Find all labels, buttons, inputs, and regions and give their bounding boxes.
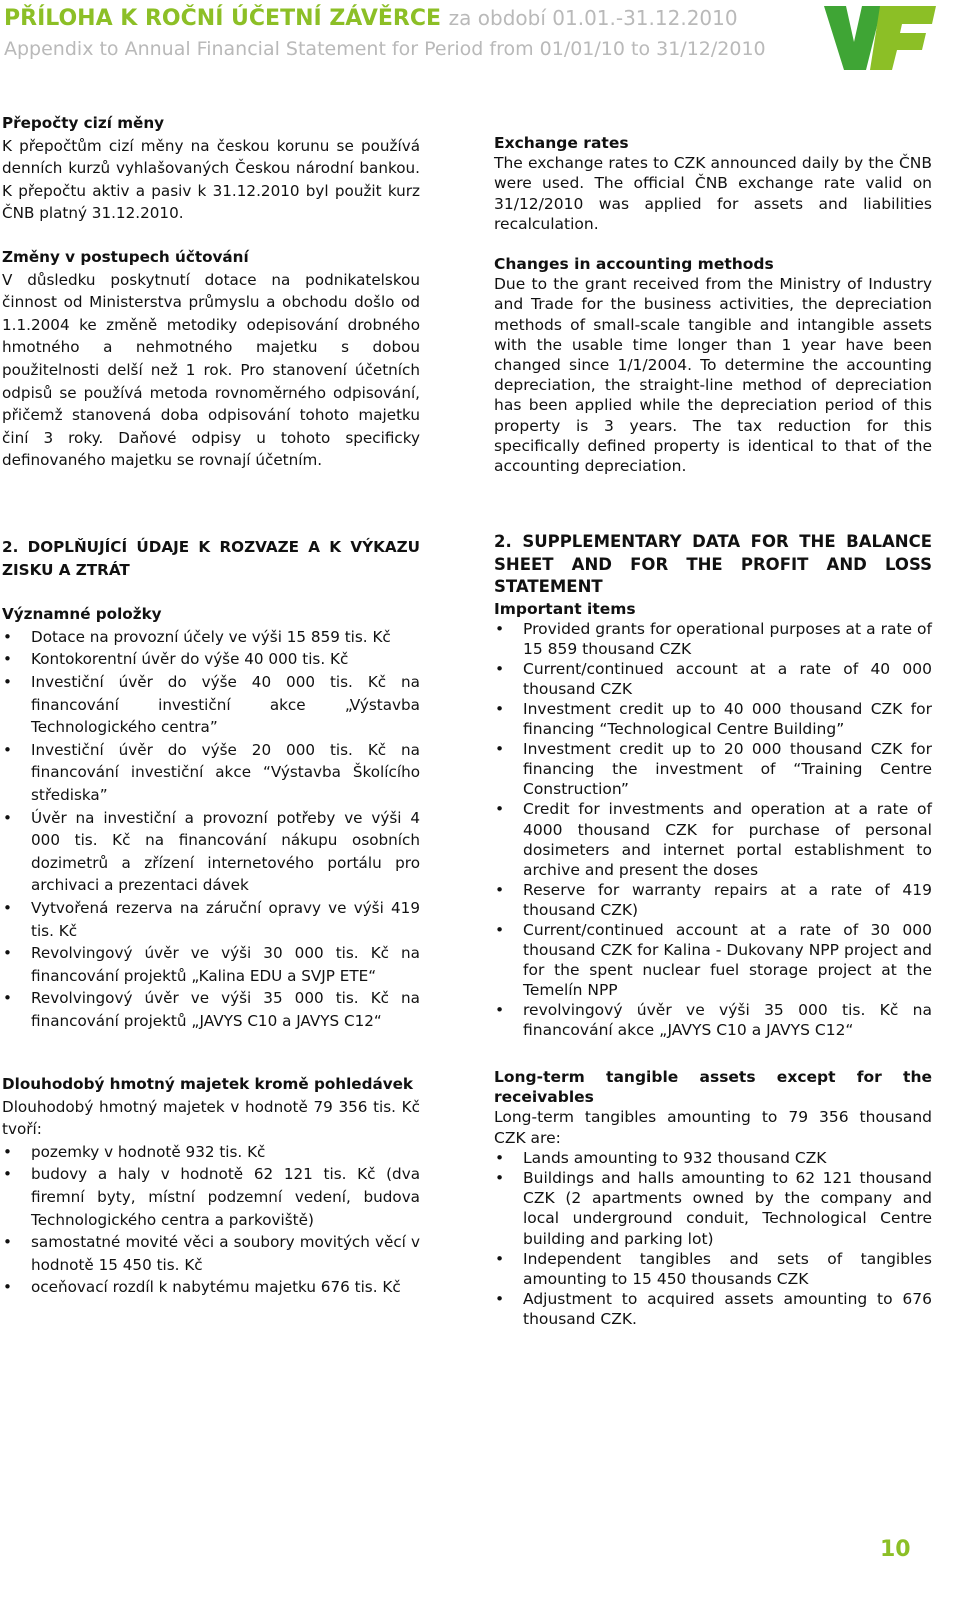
list-item: • Vytvořená rezerva na záruční opravy ve výši 419 tis. Kč (2, 897, 420, 942)
left-section2 (2, 536, 420, 1032)
right-longterm-list (494, 1148, 932, 1330)
right-exchange-block (494, 133, 932, 234)
list-item: • Lands amounting to 932 thousand CZK (494, 1148, 932, 1168)
list-item: • Úvěr na investiční a provozní potřeby ve výši 4 000 tis. Kč na financování nákupu osobních dozimetrů a zřízení internetového portálu pro archivaci a prezentaci dávek (2, 807, 420, 897)
right-section2-heading: 2. SUPPLEMENTARY DATA FOR THE BALANCE SHEET AND FOR THE PROFIT AND LOSS STATEMENT (494, 532, 932, 596)
list-item: • Adjustment to acquired assets amounting to 676 thousand CZK. (494, 1289, 932, 1329)
list-item: • revolvingový úvěr ve výši 35 000 tis. Kč na financování akce „JAVYS C10 a JAVYS C12“ (494, 1000, 932, 1040)
right-changes-block (494, 254, 932, 476)
left-exchange-block (2, 112, 420, 225)
right-longterm-intro: Long-term tangibles amounting to 79 356 thousand CZK are: (494, 1108, 932, 1147)
list-item: • Reserve for warranty repairs at a rate of 419 thousand CZK) (494, 880, 932, 920)
list-item: • Revolvingový úvěr ve výši 35 000 tis. Kč na financování projektů „JAVYS C10 a JAVYS C12“ (2, 987, 420, 1032)
right-important-items-list (494, 619, 932, 1041)
right-exchange-heading: Exchange rates (494, 134, 629, 152)
list-item: • Buildings and halls amounting to 62 121 thousand CZK (2 apartments owned by the company and local underground conduit, Technological Centre building and parking lot) (494, 1168, 932, 1249)
list-item: • Current/continued account at a rate of 40 000 thousand CZK (494, 659, 932, 699)
left-longterm-list (2, 1141, 420, 1299)
list-item: • Investiční úvěr do výše 20 000 tis. Kč na financování investiční akce “Výstavba Školícího střediska” (2, 739, 420, 807)
list-item: • Investment credit up to 40 000 thousand CZK for financing “Technological Centre Building” (494, 699, 932, 739)
list-item: • Revolvingový úvěr ve výši 30 000 tis. Kč na financování projektů „Kalina EDU a SVJP ETE“ (2, 942, 420, 987)
left-exchange-text: K přepočtům cizí měny na českou korunu se používá denních kurzů vyhlašovaných Českou národní bankou. K přepočtu aktiv a pasiv k 31.12.2010 byl použit kurz ČNB platný 31.12.2010. (2, 136, 420, 223)
right-section2 (494, 531, 932, 1041)
list-item: • samostatné movité věci a soubory movitých věcí v hodnotě 15 450 tis. Kč (2, 1231, 420, 1276)
left-section2-subheading: Významné položky (2, 605, 162, 624)
right-changes-text: Due to the grant received from the Ministry of Industry and Trade for the business activities, the depreciation methods of small-scale tangible and intangible assets with the usable time longer than 1 year have been changed since 1/1/2004. To determine the accounting depreciation, the straight-line method of depreciation has been applied while the depreciation period of this property is 3 years. The tax reduction for this specifically defined property is identical to that of the accounting depreciation. (494, 275, 932, 476)
list-item: • Current/continued account at a rate of 30 000 thousand CZK for Kalina - Dukovany NPP project and for the spent nuclear fuel storage project at the Temelín NPP (494, 920, 932, 1000)
title-en: Appendix to Annual Financial Statement for Period from 01/01/10 to 31/12/2010 (4, 38, 766, 60)
left-longterm-block (2, 1073, 420, 1299)
left-changes-text: V důsledku poskytnutí dotace na podnikatelskou činnost od Ministerstva průmyslu a obchodu došlo od 1.1.2004 ke změně metodiky odepisování drobného hmotného a nehmotného majetku s dobou použitelnosti delší než 1 rok. Pro stanovení účetních odpisů se používá metoda rovnoměrného odpisování, přičemž stanovená doba odpisování tohoto majetku činí 3 roky. Daňové odpisy u tohoto specificky definovaného majetku se rovnají účetním. (2, 270, 420, 470)
list-item: • Dotace na provozní účely ve výši 15 859 tis. Kč (2, 626, 420, 649)
left-important-items-list (2, 626, 420, 1033)
list-item: • Provided grants for operational purposes at a rate of 15 859 thousand CZK (494, 619, 932, 659)
right-exchange-text: The exchange rates to CZK announced daily by the ČNB were used. The official ČNB exchange rate valid on 31/12/2010 was applied for assets and liabilities recalculation. (494, 154, 932, 233)
list-item: • Independent tangibles and sets of tangibles amounting to 15 450 thousands CZK (494, 1249, 932, 1289)
left-longterm-heading: Dlouhodobý hmotný majetek kromě pohledávek (2, 1075, 414, 1093)
list-item: • Credit for investments and operation at a rate of 4000 thousand CZK for purchase of personal dosimeters and internet portal establishment to archive and present the doses (494, 799, 932, 879)
list-item: • Investiční úvěr do výše 40 000 tis. Kč na financování investiční akce „Výstavba Technologického centra” (2, 671, 420, 739)
list-item: • pozemky v hodnotě 932 tis. Kč (2, 1141, 420, 1164)
page-number: 10 (880, 1537, 911, 1562)
left-section2-heading: 2. DOPLŇUJÍCÍ ÚDAJE K ROZVAZE A K VÝKAZU ZISKU A ZTRÁT (2, 538, 420, 579)
left-longterm-intro: Dlouhodobý hmotný majetek v hodnotě 79 356 tis. Kč tvoří: (2, 1097, 420, 1139)
document-title (4, 6, 738, 31)
left-changes-heading: Změny v postupech účtování (2, 248, 249, 266)
list-item: • Kontokorentní úvěr do výše 40 000 tis. Kč (2, 648, 420, 671)
left-exchange-heading: Přepočty cizí měny (2, 114, 165, 132)
vf-logo (820, 2, 940, 74)
list-item: • Investment credit up to 20 000 thousand CZK for financing the investment of “Training Centre Construction” (494, 739, 932, 799)
left-changes-block (2, 246, 420, 472)
period-cz: za období 01.01.-31.12.2010 (448, 6, 738, 30)
right-section2-subheading: Important items (494, 599, 636, 618)
title-cz: PŘÍLOHA K ROČNÍ ÚČETNÍ ZÁVĚRCE (4, 6, 441, 31)
right-longterm-heading: Long-term tangible assets except for the receivables (494, 1068, 932, 1107)
right-changes-heading: Changes in accounting methods (494, 255, 774, 273)
right-longterm-block (494, 1067, 932, 1330)
list-item: • budovy a haly v hodnotě 62 121 tis. Kč (dva firemní byty, místní podzemní vedení, budova Technologického centra a parkoviště) (2, 1163, 420, 1231)
list-item: • oceňovací rozdíl k nabytému majetku 676 tis. Kč (2, 1276, 420, 1299)
